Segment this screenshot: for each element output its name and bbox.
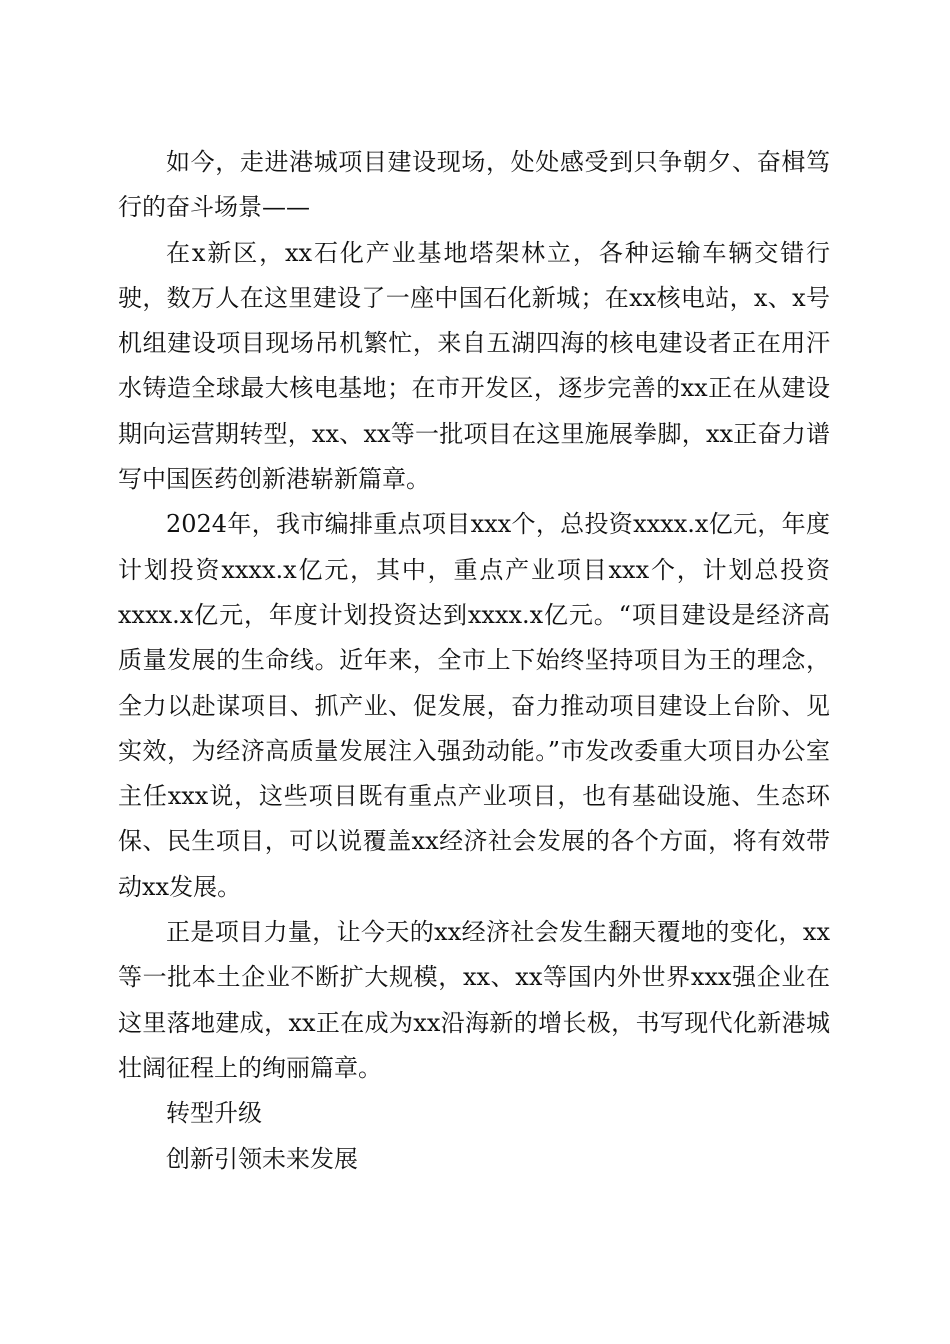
section-subtitle: 创新引领未来发展	[166, 1144, 358, 1173]
paragraph-intro: 如今，走进港城项目建设现场，处处感受到只争朝夕、奋楫笃行的奋斗场景——	[118, 148, 830, 222]
section-title: 转型升级	[166, 1099, 262, 1128]
paragraph-investment: 2024年，我市编排重点项目xxx个，总投资xxxx.x亿元，年度计划投资xxxx.x亿元，其中，重点产业项目xxx个，计划总投资xxxx.x亿元，年度计划投资达到xxxx.x亿元。“项目建设是经济高质量发展的生命线。近年来，全市上下始终坚持项目为王的理念，全力以赴谋项目、抓产业、促发展，奋力推动项目建设上台阶、见实效，为经济高质量发展注入强劲动能。”市发改委重大项目办公室主任xxx说，这些项目既有重点产业项目，也有基础设施、生态环保、民生项目，可以说覆盖xx经济社会发展的各个方面，将有效带动xx发展。	[118, 510, 830, 901]
document-body	[118, 140, 830, 1182]
paragraph-sites: 在x新区，xx石化产业基地塔架林立，各种运输车辆交错行驶，数万人在这里建设了一座中国石化新城；在xx核电站，x、x号机组建设项目现场吊机繁忙，来自五湖四海的核电建设者正在用汗水铸造全球最大核电基地；在市开发区，逐步完善的xx正在从建设期向运营期转型，xx、xx等一批项目在这里施展拳脚，xx正奋力谱写中国医药创新港崭新篇章。	[118, 238, 830, 494]
paragraph-project-power: 正是项目力量，让今天的xx经济社会发生翻天覆地的变化，xx等一批本土企业不断扩大规模，xx、xx等国内外世界xxx强企业在这里落地建成，xx正在成为xx沿海新的增长极，书写现代化新港城壮阔征程上的绚丽篇章。	[118, 918, 830, 1082]
